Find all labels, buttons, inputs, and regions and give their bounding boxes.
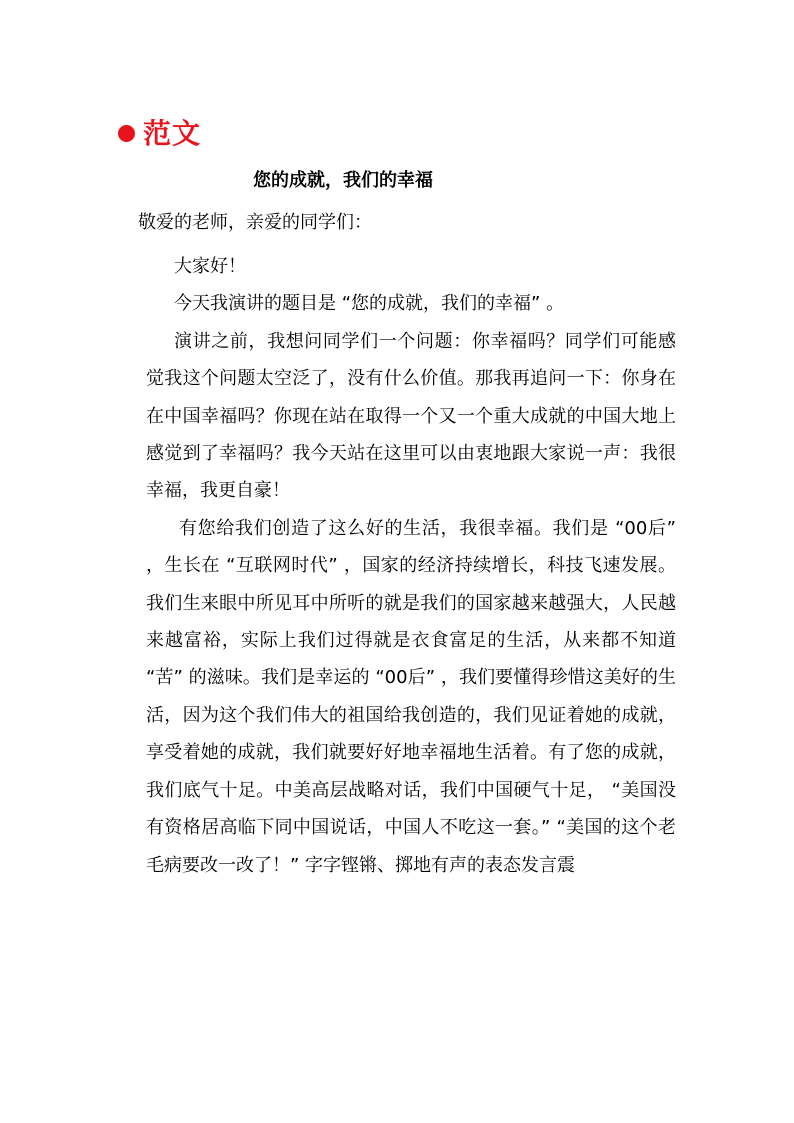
paragraph-main: 有您给我们创造了这么好的生活，我很幸福。我们是 “00后” ，生长在 “互联网时代” ，国家的经济持续增长，科技飞速发展。我们生来眼中所见耳中所听的就是我们的国家越来越强大，人民越来越富裕，实际上我们过得就是衣食富足的生活，从来都不知道 “苦” 的滋味。我们是幸运的 “00后” ，我们要懂得珍惜这美好的生活，因为这个我们伟大的祖国给我创造的，我们见证着她的成就，享受着她的成就，我们就要好好地幸福地生活着。有了您的成就，我们底气十足。中美高层战略对话，我们中国硬气十足， “美国没有资格居高临下同中国说话，中国人不吃这一套。” “美国的这个老毛病要改一改了！” 字字铿锵、掷地有声的表态发言震 [146,517,676,876]
article-title: 您的成就，我们的幸福 [253,170,433,191]
article-body [146,248,676,884]
paragraph-greeting: 大家好！ [174,256,246,277]
section-heading [118,112,201,152]
section-heading-text: 范文 [143,117,202,150]
paragraph-question: 演讲之前，我想问同学们一个问题：你幸福吗？同学们可能感觉我这个问题太空泛了，没有什么价值。那我再追问一下：你身在在中国幸福吗？你现在站在取得一个又一个重大成就的中国大地上感觉到了幸福吗？我今天站在这里可以由衷地跟大家说一声：我很幸福，我更自豪！ [146,330,676,502]
salutation: 敬爱的老师，亲爱的同学们： [138,212,372,233]
red-bullet-icon [118,125,135,142]
paragraph-topic: 今天我演讲的题目是 “您的成就，我们的幸福” 。 [174,293,565,315]
